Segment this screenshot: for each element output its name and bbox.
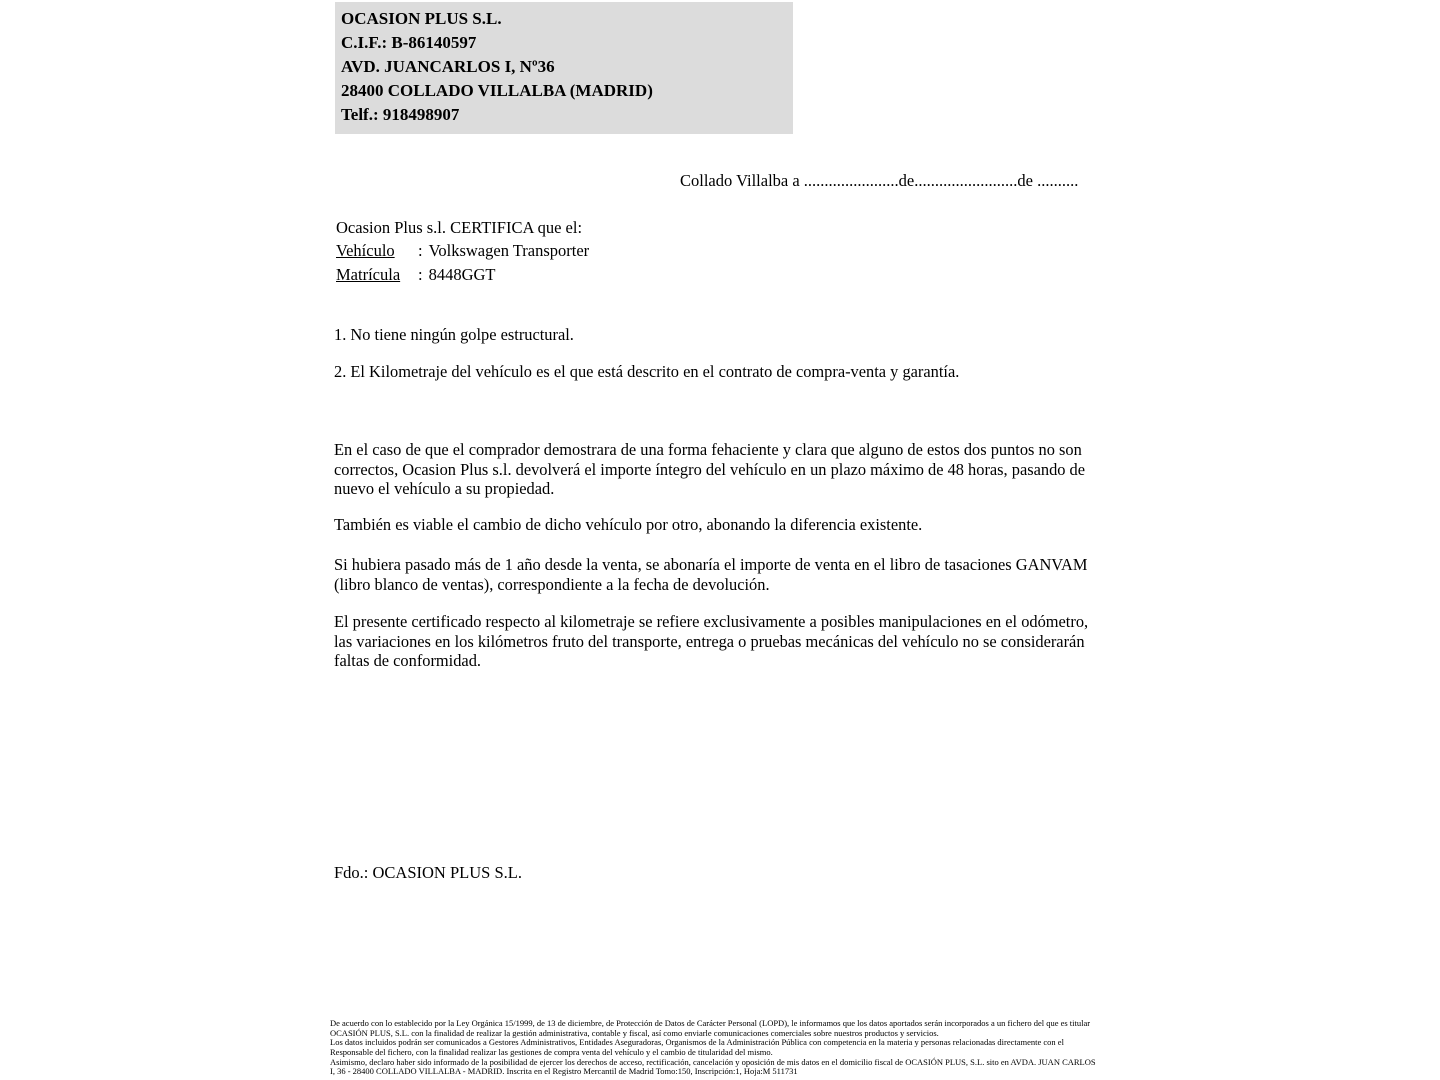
vehicle-value: Volkswagen Transporter <box>428 241 590 261</box>
company-address: AVD. JUANCARLOS I, Nº36 <box>341 57 555 76</box>
paragraph-odometer-disclaimer: El presente certificado respecto al kilometraje se refiere exclusivamente a posibles manipulaciones en el odómetro, las variaciones en los kilómetros fruto del transporte, entrega o pruebas mecánicas del vehículo no se considerarán faltas de conformidad. <box>334 612 1089 671</box>
plate-label: Matrícula <box>336 264 401 284</box>
legal-paragraph-lopd: De acuerdo con lo establecido por la Ley Orgánica 15/1999, de 13 de diciembre, de Protección de Datos de Carácter Personal (LOPD), le informamos que los datos aportados serán incorporados a un fichero del que es titular OCASIÓN PLUS, S.L. con la finalidad de realizar la gestión administrativa, contable y fiscal, así como enviarle comunicaciones comerciales sobre nuestros productos y servicios. <box>330 1018 1091 1038</box>
plate-row <box>336 263 589 286</box>
plate-value: 8448GGT <box>428 264 496 284</box>
date-placeholder-line: Collado Villalba a .......................de.........................de .......... <box>680 171 1079 190</box>
legal-paragraph-data-sharing: Los datos incluidos podrán ser comunicados a Gestores Administrativos, Entidades Aseguradoras, Organismos de la Administración Pública con competencia en la materia y personas relacionadas directamente con el Responsable del fichero, con la finalidad realizar las gestiones de compra venta del vehículo y el cambio de titularidad del mismo. <box>330 1037 1064 1057</box>
point-mileage: 2. El Kilometraje del vehículo es el que está descrito en el contrato de compra-venta y garantía. <box>334 362 960 381</box>
plate-separator: : <box>418 264 423 284</box>
company-cif: C.I.F.: B-86140597 <box>341 33 477 52</box>
company-header-box <box>335 2 793 134</box>
footer-legal-text <box>330 1019 1102 1077</box>
company-phone: Telf.: 918498907 <box>341 105 460 124</box>
certificate-intro: Ocasion Plus s.l. CERTIFICA que el: <box>336 218 583 237</box>
company-city: 28400 COLLADO VILLALBA (MADRID) <box>341 81 653 100</box>
certificate-block <box>336 216 589 286</box>
vehicle-label: Vehículo <box>336 241 395 261</box>
vehicle-row <box>336 239 589 262</box>
legal-paragraph-rights: Asimismo, declaro haber sido informado de la posibilidad de ejercer los derechos de acceso, rectificación, cancelación y oposición de mis datos en el domicilio fiscal de OCASIÓN PLUS, S.L. sito en AVDA. JUAN CARLOS I, 36 - 28400 COLLADO VILLALBA - MADRID. Inscrita en el Registro Mercantil de Madrid Tomo:150, Inscripción:1, Hoja:M 511731 <box>330 1056 1096 1077</box>
paragraph-ganvam-valuation: Si hubiera pasado más de 1 año desde la venta, se abonaría el importe de venta en el libro de tasaciones GANVAM (libro blanco de ventas), correspondiente a la fecha de devolución. <box>334 555 1088 594</box>
company-name: OCASION PLUS S.L. <box>341 9 502 28</box>
paragraph-vehicle-exchange: También es viable el cambio de dicho vehículo por otro, abonando la diferencia existente. <box>334 515 923 534</box>
paragraph-refund-guarantee: En el caso de que el comprador demostrara de una forma fehaciente y clara que alguno de estos dos puntos no son correctos, Ocasion Plus s.l. devolverá el importe íntegro del vehículo en un plazo máximo de 48 horas, pasando de nuevo el vehículo a su propiedad. <box>334 440 1086 499</box>
signature-line: Fdo.: OCASION PLUS S.L. <box>334 863 522 882</box>
point-structural-damage: 1. No tiene ningún golpe estructural. <box>334 325 574 344</box>
vehicle-separator: : <box>418 241 423 261</box>
